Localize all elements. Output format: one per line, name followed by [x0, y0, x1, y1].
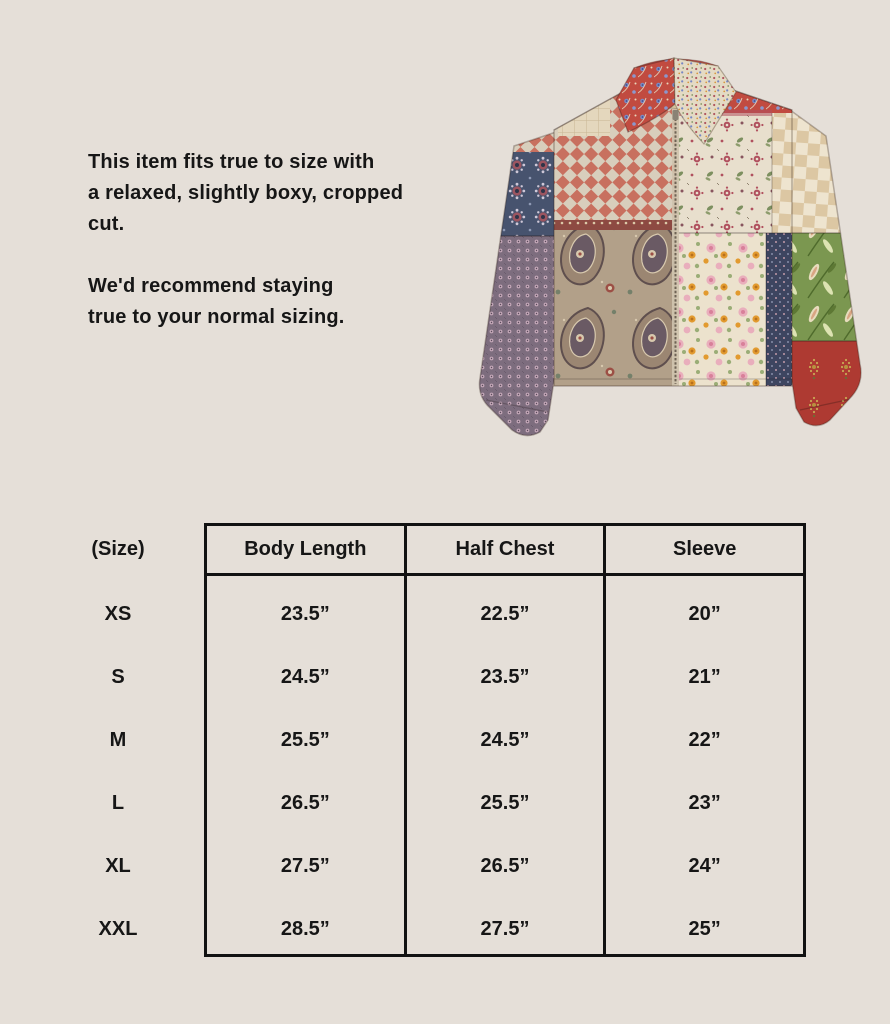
fit-note-line: a relaxed, slightly boxy, cropped — [88, 182, 404, 204]
size-table — [88, 523, 806, 957]
table-row — [207, 702, 803, 765]
table-row — [207, 765, 803, 828]
column-header-sleeve: Sleeve — [603, 526, 803, 573]
table-cell: 27.5” — [280, 855, 330, 877]
table-cell: 20” — [603, 576, 803, 639]
fit-note-paragraph-1 — [88, 147, 403, 240]
size-label: S — [111, 666, 125, 688]
table-cell: 25.5” — [280, 729, 330, 751]
measurements-table — [204, 523, 806, 957]
table-cell: 28.5” — [280, 918, 330, 940]
fit-note-line: true to your normal sizing. — [88, 306, 345, 328]
fit-note — [88, 147, 403, 364]
size-label: XS — [104, 603, 132, 625]
size-label-column — [88, 523, 148, 954]
size-column-header: (Size) — [91, 538, 145, 560]
table-cell: 23” — [603, 765, 803, 828]
table-cell: 22.5” — [404, 576, 604, 639]
table-cell: 24” — [603, 828, 803, 891]
table-cell: 24.5” — [280, 666, 330, 688]
fit-note-line: cut. — [88, 213, 125, 235]
jacket-image — [478, 48, 874, 460]
table-cell: 24.5” — [404, 702, 604, 765]
table-row — [207, 576, 803, 639]
size-label: XXL — [98, 918, 138, 940]
product-photo — [478, 48, 874, 460]
fit-note-line: This item fits true to size with — [88, 151, 375, 173]
table-cell: 26.5” — [404, 828, 604, 891]
size-label: L — [111, 792, 125, 814]
fit-note-line: We'd recommend staying — [88, 275, 334, 297]
column-header-half-chest: Half Chest — [404, 526, 604, 573]
table-cell: 25.5” — [404, 765, 604, 828]
fit-note-paragraph-2 — [88, 271, 403, 333]
table-cell: 23.5” — [404, 639, 604, 702]
table-row — [207, 639, 803, 702]
table-cell: 27.5” — [404, 891, 604, 954]
table-cell: 25” — [603, 891, 803, 954]
size-label: M — [109, 729, 127, 751]
table-cell: 21” — [603, 639, 803, 702]
table-cell: 23.5” — [280, 603, 330, 625]
table-cell: 26.5” — [280, 792, 330, 814]
column-header-body-length: Body Length — [244, 538, 367, 560]
table-row — [207, 828, 803, 891]
table-cell: 22” — [603, 702, 803, 765]
table-header-row — [207, 526, 803, 576]
size-label: XL — [105, 855, 131, 877]
table-row — [207, 891, 803, 954]
